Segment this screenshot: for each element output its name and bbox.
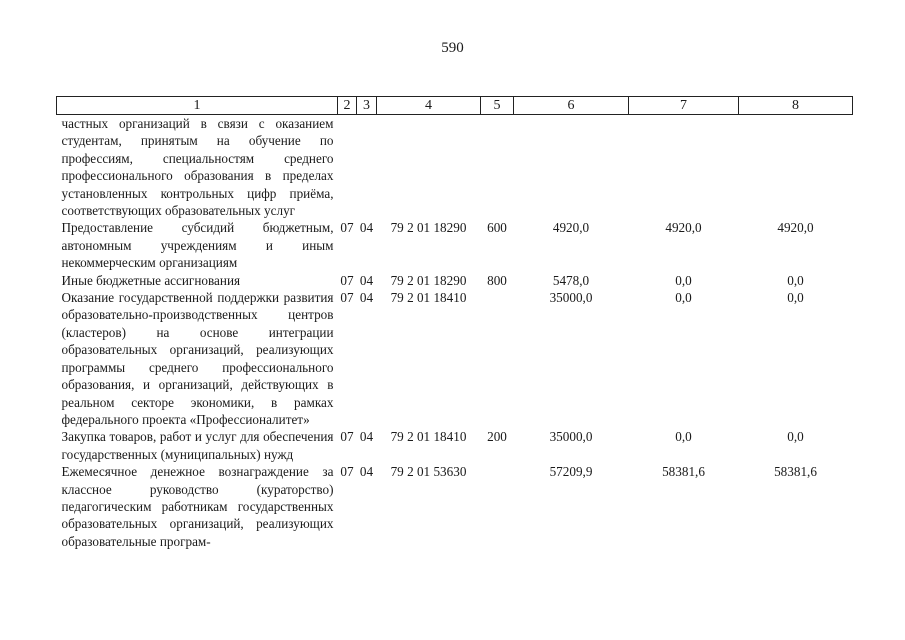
table-row — [57, 289, 853, 428]
row-expense-type: 800 — [487, 272, 507, 288]
column-header: 7 — [629, 97, 739, 115]
column-header: 4 — [377, 97, 481, 115]
table-row — [57, 463, 853, 550]
row-section: 07 — [340, 272, 354, 288]
row-description: Ежемесячное денежное вознаграждение за классное руководство (кураторство) педагогическим работникам государственных образовательных организаций, реализующих образовательные програм- — [61, 464, 334, 549]
row-target-article — [377, 115, 481, 220]
row-section: 07 — [340, 290, 354, 306]
column-header: 5 — [481, 97, 514, 115]
row-target-article: 79 2 01 18410 — [390, 429, 467, 445]
row-amount-col6: 35000,0 — [549, 429, 593, 445]
row-subsection: 04 — [359, 220, 374, 236]
row-subsection: 04 — [359, 429, 374, 445]
row-description: Иные бюджетные ассигнования — [61, 272, 241, 288]
row-amount-col7 — [629, 115, 739, 220]
row-amount-col8: 0,0 — [787, 272, 804, 288]
row-amount-col6: 35000,0 — [549, 290, 593, 306]
row-subsection: 04 — [359, 464, 374, 480]
column-header: 3 — [357, 97, 377, 115]
table-row — [57, 115, 853, 220]
row-amount-col6 — [514, 115, 629, 220]
row-description: Закупка товаров, работ и услуг для обеспечения государственных (муниципальных) нужд — [61, 429, 334, 462]
row-subsection — [357, 115, 377, 220]
row-amount-col8: 0,0 — [787, 290, 804, 306]
row-expense-type — [481, 115, 514, 220]
row-amount-col8: 58381,6 — [774, 464, 817, 480]
column-header: 6 — [514, 97, 629, 115]
row-amount-col8: 0,0 — [787, 429, 804, 445]
column-header: 8 — [739, 97, 853, 115]
row-amount-col7: 0,0 — [675, 272, 692, 288]
row-subsection: 04 — [359, 290, 374, 306]
row-description: Оказание государственной поддержки развития образовательно-производственных центров (кластеров) на основе интеграции образовательных организаций, реализующих программы среднего профессионального образования, и организаций, действующих в реальном секторе экономики, в рамках федерального проекта «Профессионалитет» — [61, 290, 334, 427]
column-header: 2 — [338, 97, 357, 115]
row-amount-col7: 4920,0 — [665, 220, 702, 236]
row-amount-col6: 4920,0 — [552, 220, 590, 236]
table-row — [57, 272, 853, 289]
row-amount-col7: 58381,6 — [662, 464, 705, 480]
column-header: 1 — [57, 97, 338, 115]
table-row — [57, 219, 853, 271]
row-amount-col8: 4920,0 — [777, 220, 814, 236]
row-description: Предоставление субсидий бюджетным, автономным учреждениям и иным некоммерческим организациям — [61, 220, 334, 271]
page-number: 590 — [441, 40, 464, 56]
row-section — [338, 115, 357, 220]
row-subsection: 04 — [359, 272, 374, 288]
row-target-article: 79 2 01 53630 — [390, 464, 467, 480]
table-header-row — [57, 97, 853, 115]
budget-table — [56, 96, 853, 550]
row-amount-col8 — [739, 115, 853, 220]
row-amount-col6: 57209,9 — [549, 464, 593, 480]
row-section: 07 — [340, 220, 354, 236]
row-target-article: 79 2 01 18290 — [390, 272, 467, 288]
row-description: частных организаций в связи с оказанием студентам, принятым на обучение по профессиям, специальностям среднего профессионального образования в пределах установленных контрольных цифр приёма, соответствующих образовательных услуг — [61, 116, 334, 219]
row-expense-type — [481, 289, 514, 428]
row-target-article: 79 2 01 18410 — [390, 290, 467, 306]
row-amount-col7: 0,0 — [675, 429, 692, 445]
row-expense-type — [481, 463, 514, 550]
row-expense-type: 200 — [487, 429, 507, 445]
row-expense-type: 600 — [487, 220, 507, 236]
row-target-article: 79 2 01 18290 — [390, 220, 467, 236]
row-section: 07 — [340, 429, 354, 445]
table-row — [57, 428, 853, 463]
row-amount-col6: 5478,0 — [552, 272, 590, 288]
row-section: 07 — [340, 464, 354, 480]
row-amount-col7: 0,0 — [675, 290, 692, 306]
